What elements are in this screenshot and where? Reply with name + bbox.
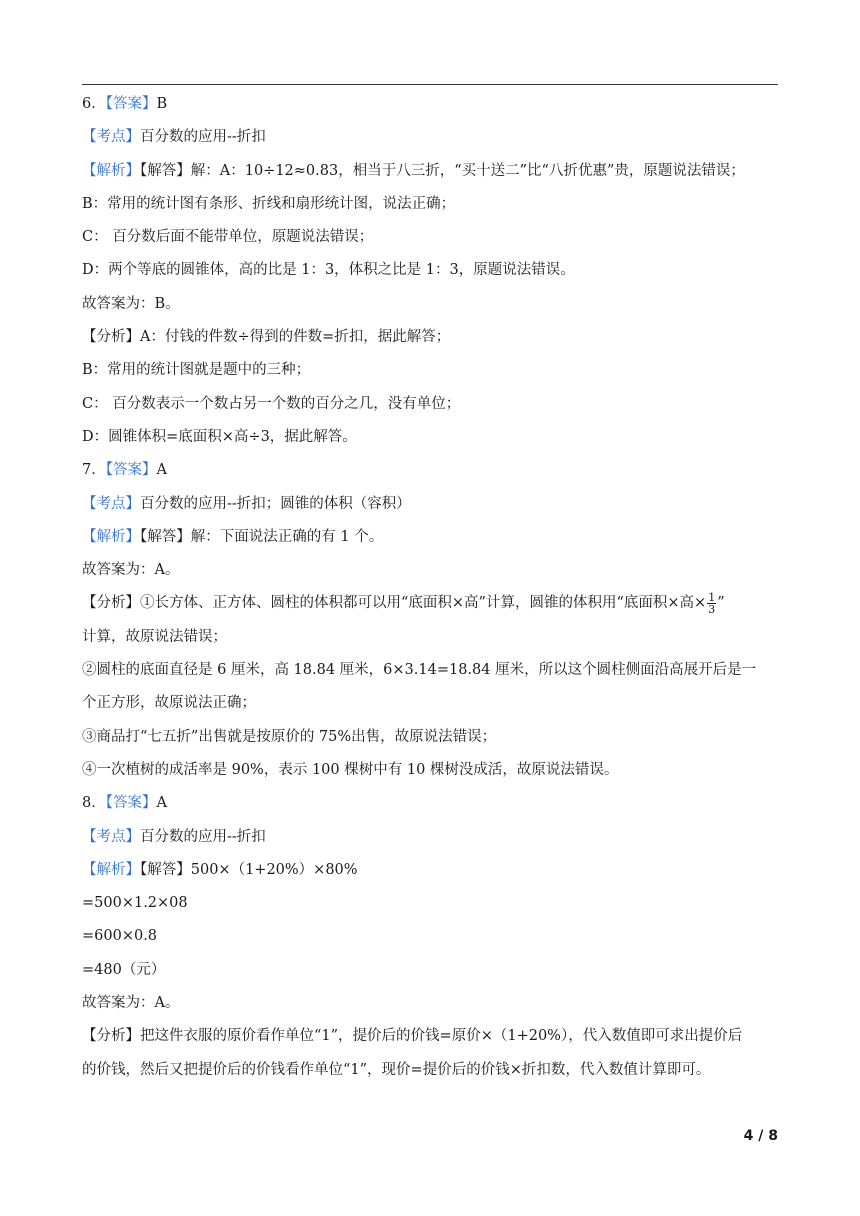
section-tag: 【答案】 bbox=[105, 462, 157, 479]
text-line bbox=[82, 654, 782, 687]
text-line bbox=[82, 854, 782, 887]
question-number: 7． bbox=[82, 462, 106, 479]
text-line bbox=[82, 188, 782, 221]
line-text: =600×0.8 bbox=[82, 928, 158, 945]
line-text: =480（元） bbox=[82, 961, 166, 978]
text-line bbox=[82, 687, 782, 720]
text-line bbox=[82, 821, 782, 854]
line-text: C： 百分数后面不能带单位，原题说法错误； bbox=[82, 229, 374, 246]
text-line bbox=[82, 621, 782, 654]
section-tag: 【解析】 bbox=[82, 861, 140, 878]
line-text: 【解答】500×（1+20%）×80% bbox=[140, 861, 358, 878]
section-tag: 【答案】 bbox=[105, 795, 157, 812]
text-line bbox=[82, 155, 782, 188]
text-line bbox=[82, 288, 782, 321]
text-line bbox=[82, 954, 782, 987]
line-text: B：常用的统计图就是题中的三种； bbox=[82, 362, 311, 379]
fraction bbox=[707, 592, 716, 615]
line-text: 故答案为：A。 bbox=[82, 995, 180, 1012]
line-text: 百分数的应用--折扣 bbox=[140, 828, 266, 845]
line-text: 【分析】A：付钱的件数÷得到的件数=折扣，据此解答； bbox=[82, 329, 451, 346]
section-tag: 【解析】 bbox=[82, 528, 140, 545]
line-text: B bbox=[156, 96, 168, 112]
text-line bbox=[82, 587, 782, 620]
document-body bbox=[82, 88, 782, 1087]
line-text: D：两个等底的圆锥体，高的比是 1：3，体积之比是 1：3，原题说法错误。 bbox=[82, 262, 575, 279]
text-line bbox=[82, 521, 782, 554]
line-text: 【分析】①长方体、正方体、圆柱的体积都可以用“底面积×高”计算，圆锥的体积用“底面积×高× bbox=[82, 595, 707, 612]
line-text: 【分析】把这件衣服的原价看作单位“1”，提价后的价钱=原价×（1+20%），代入数值即可求出提价后 bbox=[82, 1028, 743, 1045]
section-tag: 【考点】 bbox=[82, 495, 140, 512]
question-number: 8． bbox=[82, 795, 106, 812]
line-text: 故答案为：B。 bbox=[82, 295, 180, 312]
text-line bbox=[82, 254, 782, 287]
text-line bbox=[82, 554, 782, 587]
section-tag: 【解析】 bbox=[82, 162, 140, 179]
section-tag: 【考点】 bbox=[82, 129, 140, 146]
line-text: 计算，故原说法错误； bbox=[82, 628, 227, 645]
section-tag: 【答案】 bbox=[105, 96, 157, 112]
line-text: B：常用的统计图有条形、折线和扇形统计图，说法正确； bbox=[82, 195, 456, 212]
text-line bbox=[82, 354, 782, 387]
line-text: D：圆锥体积=底面积×高÷3，据此解答。 bbox=[82, 428, 357, 445]
text-line bbox=[82, 221, 782, 254]
line-text: 百分数的应用--折扣；圆锥的体积（容积） bbox=[140, 495, 411, 512]
question-number: 6． bbox=[82, 96, 106, 112]
text-line bbox=[82, 488, 782, 521]
text-line bbox=[82, 721, 782, 754]
text-line bbox=[82, 1020, 782, 1053]
line-text: ②圆柱的底面直径是 6 厘米，高 18.84 厘米，6×3.14=18.84 厘米，所以这个圆柱侧面沿高展开后是一 bbox=[82, 662, 757, 679]
text-line bbox=[82, 454, 782, 487]
text-line bbox=[82, 1054, 782, 1087]
line-text: 【解答】解：A：10÷12≈0.83，相当于八三折，“买十送二”比“八折优惠”贵，原题说法错误； bbox=[140, 162, 745, 179]
text-line bbox=[82, 887, 782, 920]
line-text: 个正方形，故原说法正确； bbox=[82, 695, 256, 712]
line-text: A bbox=[156, 795, 167, 812]
fraction-denominator: 3 bbox=[708, 602, 716, 616]
text-line bbox=[82, 787, 782, 820]
line-text: A bbox=[156, 462, 167, 479]
line-text: 故答案为：A。 bbox=[82, 562, 180, 579]
text-line bbox=[82, 421, 782, 454]
text-line bbox=[82, 987, 782, 1020]
text-line bbox=[82, 388, 782, 421]
line-text: ③商品打“七五折”出售就是按原价的 75%出售，故原说法错误； bbox=[82, 728, 497, 745]
line-text: 【解答】解：下面说法正确的有 1 个。 bbox=[140, 528, 384, 545]
line-text: ④一次植树的成活率是 90%，表示 100 棵树中有 10 棵树没成活，故原说法错误。 bbox=[82, 761, 619, 778]
text-line bbox=[82, 321, 782, 354]
line-text: 百分数的应用--折扣 bbox=[140, 129, 266, 146]
line-text: 的价钱，然后又把提价后的价钱看作单位“1”，现价=提价后的价钱×折扣数，代入数值计算即可。 bbox=[82, 1061, 711, 1078]
page-number: 4 / 8 bbox=[743, 1128, 778, 1144]
section-tag: 【考点】 bbox=[82, 828, 140, 845]
text-line bbox=[82, 121, 782, 154]
text-line bbox=[82, 920, 782, 953]
line-text: =500×1.2×08 bbox=[82, 895, 188, 912]
line-text: C： 百分数表示一个数占另一个数的百分之几，没有单位； bbox=[82, 395, 461, 412]
fraction-numerator: 1 bbox=[708, 590, 716, 604]
text-line bbox=[82, 754, 782, 787]
line-text-after: ” bbox=[717, 595, 725, 612]
header-rule bbox=[82, 84, 778, 85]
text-line bbox=[82, 88, 782, 121]
